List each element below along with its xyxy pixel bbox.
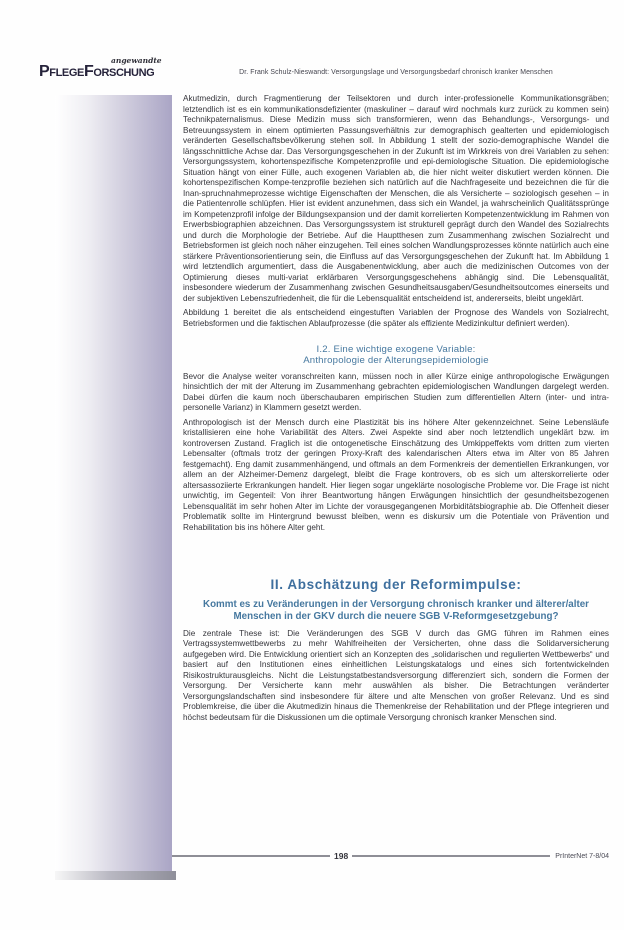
section-subheading-ii: Kommt es zu Veränderungen in der Versorgung chronisch kranker und älterer/alter Menschen in der GKV durch die neuere SGB V-Reformgesetzgebung?	[203, 599, 589, 622]
page-number: 198	[334, 851, 349, 861]
paragraph: Bevor die Analyse weiter voranschreiten kann, müssen noch in aller Kürze einige anthropologische Erwägungen hinsichtlich der mit der Alterung im Zusammenhang gebrachten epidemiologischen Wandlungen dargelegt werden. Dabei dürfen die kaum noch überschaubaren empirischen Studien zum differentiellen Altern (inter- und intra-personelle Varianz) in Klammern gesetzt werden.	[183, 371, 609, 413]
paragraph: Anthropologisch ist der Mensch durch eine Plastizität bis ins höhere Alter gekennzeichnet. Seine Lebensläufe kristallisieren eine hohe Variabilität des Alters. Zwei Aspekte sind aber noch letztendlich ungeklärt bzw. im kontroversen Zustand. Fraglich ist die ontogenetische Einschätzung des Umkippeffekts vom dritten zum vierten Lebensalter (oftmals trotz der geringen Proxy-Kraft des kalendarischen Alters etwa im Alter von 85 Jahren festgemacht). Eng damit zusammenhängend, und oftmals an dem Formenkreis der dementiellen Erkrankungen, vor allem an der Alzheimer-Demenz dargelegt, bleibt die Frage kontrovers, ob es sich um alterskorrelierte oder altersassoziierte Erkrankungen handelt. Hier liegen sogar ungeklärte nosologische Probleme vor. Die Frage ist nicht unwichtig, im Gegenteil: Von ihrer Beantwortung hängen Erwägungen hinsichtlich der gesundheitsbezogenen Lebensqualität im sehr hohen Alter im Lichte der vorausgegangenen Morbiditätsbiographie ab. Die Offenheit dieser Problematik sollte im Hintergrund bewusst bleiben, wenn es diskursiv um die Potentiale von Prävention und Rehabilitation bis ins höhere Alter geht.	[183, 417, 609, 532]
paragraph: Akutmedizin, durch Fragmentierung der Teilsektoren und durch inter-professionelle Kommunikationsgräben; letztendlich ist es ein kommunikationsdefizienter (maskuliner – darauf wird nochmals kurz zurück zu kommen sein) Technikpaternalismus. Diese Medizin muss sich transformieren, wenn das Behandlungs-, Versorgungs- und Betreuungssystem in einem optimierten Passungsverhältnis zur demographisch gealterten und epidemiologisch veränderten Gesellschaftsbevölkerung stehen soll. In Abbildung 1 stellt der sozio-demographische Wandel die längsschnittliche Achse dar. Das Versorgungsgeschehen in der Zukunft ist im Wirkkreis von drei Variablen zu sehen: Versorgungssystem, kohortenspezifische Kompetenzprofile und epi-demiologische Situation. Die epidemiologische Situation hängt von einer Fülle, auch exogenen Variablen ab, die hier nicht weiter diskutiert werden können. Die kohortenspezifischen Kompe-tenzprofile beziehen sich natürlich auf die Nachfrageseite und bezeichnen die für die Inan-spruchnahmeprozesse wichtige Eigenschaften der Menschen, die als Versicherte – soziologisch gesehen – in die Patientenrolle schlüpfen. Hier ist evident anzunehmen, dass sich ein Wandel, ja wahrscheinlich Qualitätssprünge im Kompetenzprofil infolge der Bildungsexpansion und der damit korrelierten Kompetenzentwicklung im Rahmen von Erwerbsbiographien abzeichnen. Das Versorgungssystem ist strukturell geprägt durch den Wandel des Sozialrechts und durch die Morphologie der Betriebe. Auf die Hauptthesen zum Zusammenhang zwischen Sozialrecht und Betriebsformen ist gleich noch näher einzugehen. Teil eines solchen Wandlungsprozesses könnte natürlich auch eine stärkere Präventionsorientierung sein, die Einfluss auf das Versorgungsgeschehen der Zukunft hat. Im Abbildung 1 wird letztendlich argumentiert, dass die Ausgabenentwicklung, aber auch die medizinischen Outcomes von der Optimierung dieses multi-variat erklärbaren Versorgungsgeschehens abhängig sind. Die Lebensqualität, insbesondere wiederum der Zusammenhang zwischen Gesundheitsausgaben/Gesundheitsoutcomes einerseits und der subjektiven Lebenszufriedenheit, die für die Lebensqualität entscheidend ist, andererseits, bleibt ungeklärt.	[183, 94, 609, 303]
running-title: Dr. Frank Schulz-Nieswandt: Versorgungslage und Versorgungsbedarf chronisch kranker Menschen	[239, 69, 553, 76]
footer-rule-left	[172, 855, 330, 857]
paragraph: Abbildung 1 bereitet die als entscheidend eingestuften Variablen der Prognose des Wandels von Sozialrecht, Betriebsformen und die faktischen Ablaufprozesse (die später als effiziente Medizinkultur definiert werden).	[183, 308, 609, 328]
paragraph: Die zentrale These ist: Die Veränderungen des SGB V durch das GMG führen im Rahmen eines Vertragssystemwettbewerbs zu mehr Wahlfreiheiten der Versicherten, ohne dass die Solidarversicherung aufgegeben wird. Die Entwicklung orientiert sich an Konzepten des „solidarischen und regulierten Wettbewerbs“ und basiert auf den Institutionen eines einheitlichen Leistungskatalogs und eines sich fortentwickelnden Risikostrukturausgleichs. Nicht die Leistungstatbestandsversorgung differenziert sich, sondern die Formen der Versorgung. Der Versicherte kann mehr auswählen als bisher. Die Betrachtungen veränderter Versorgungslandschaften sind insbesondere für ältere und alte Menschen von großer Relevanz. Und es sind Problemkreise, die über die Akutmedizin hinaus die Themenkreise der Rehabilitation und der Pflege integrieren und höchst bedeutsam für die Diskussionen um die optimale Versorgung chronisch kranker Menschen sind.	[183, 628, 609, 722]
section-heading-line: Anthropologie der Alterungsepidemiologie	[303, 355, 489, 367]
logo-script-word: angewandte	[111, 56, 162, 65]
decorative-gradient-bar	[55, 95, 172, 871]
article-body	[183, 94, 609, 723]
section-heading-line: I.2. Eine wichtige exogene Variable:	[316, 344, 476, 355]
journal-logo	[39, 56, 162, 80]
section-heading-ii: II. Abschätzung der Reformimpulse:	[270, 577, 522, 593]
section-heading-i2	[183, 344, 609, 367]
journal-issue-reference: PrInterNet 7-8/04	[555, 852, 609, 860]
logo-wordmark: PflegeForschung	[39, 63, 155, 80]
page-footer	[172, 851, 609, 861]
footer-rule-right	[352, 855, 550, 857]
